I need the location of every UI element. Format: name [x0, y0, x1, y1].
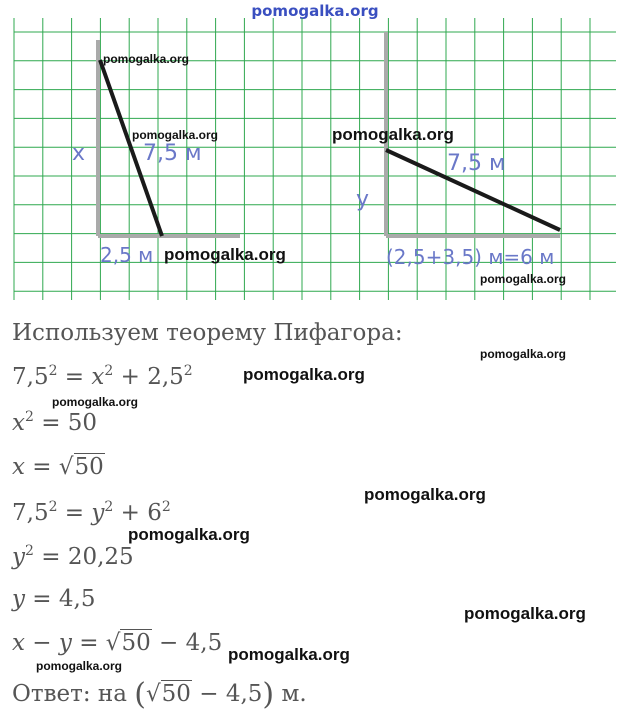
- sqrt-sign: √: [146, 681, 161, 707]
- watermark: pomogalka.org: [364, 485, 486, 504]
- sqrt-sign: √: [58, 454, 74, 480]
- answer-line: Ответ: на (√50 − 4,5) м.: [12, 677, 307, 712]
- equation-5: $y^2 = 20,25$: [12, 543, 134, 570]
- watermark: pomogalka.org: [464, 604, 586, 623]
- watermark: pomogalka.org: [480, 272, 567, 286]
- watermark: pomogalka.org: [228, 645, 350, 664]
- equation-6: y = 4,5: [12, 586, 96, 612]
- watermark: pomogalka.org: [243, 365, 365, 384]
- header-watermark: pomogalka.org: [251, 2, 379, 20]
- left-hyp-label: 7,5 м: [143, 141, 202, 166]
- right-side-label: y: [356, 187, 370, 212]
- equation-3: x = √50: [12, 454, 104, 480]
- left-side-label: x: [72, 141, 86, 166]
- equation-1: $7,5^2 = x^2 + 2,5^2$: [12, 363, 193, 390]
- left-base-label: 2,5 м: [100, 243, 154, 267]
- watermark: pomogalka.org: [332, 125, 454, 144]
- watermark: pomogalka.org: [52, 395, 139, 409]
- equation-2: $x^2 = 50$: [12, 409, 98, 436]
- geometry-figure: [0, 18, 630, 303]
- watermark: pomogalka.org: [36, 659, 123, 673]
- right-base-label: (2,5+3,5) м=6 м: [386, 245, 555, 269]
- right-hyp-label: 7,5 м: [447, 151, 506, 176]
- watermark: pomogalka.org: [480, 347, 567, 361]
- watermark: pomogalka.org: [164, 245, 286, 264]
- watermark: pomogalka.org: [103, 52, 190, 66]
- equation-4: $7,5^2 = y^2 + 6^2$: [12, 499, 171, 526]
- equation-7: x − y = √50 − 4,5: [12, 630, 223, 656]
- intro-line: Используем теорему Пифагора:: [12, 320, 403, 346]
- watermark: pomogalka.org: [128, 525, 250, 544]
- sqrt-sign: √: [105, 630, 121, 656]
- watermark: pomogalka.org: [132, 128, 219, 142]
